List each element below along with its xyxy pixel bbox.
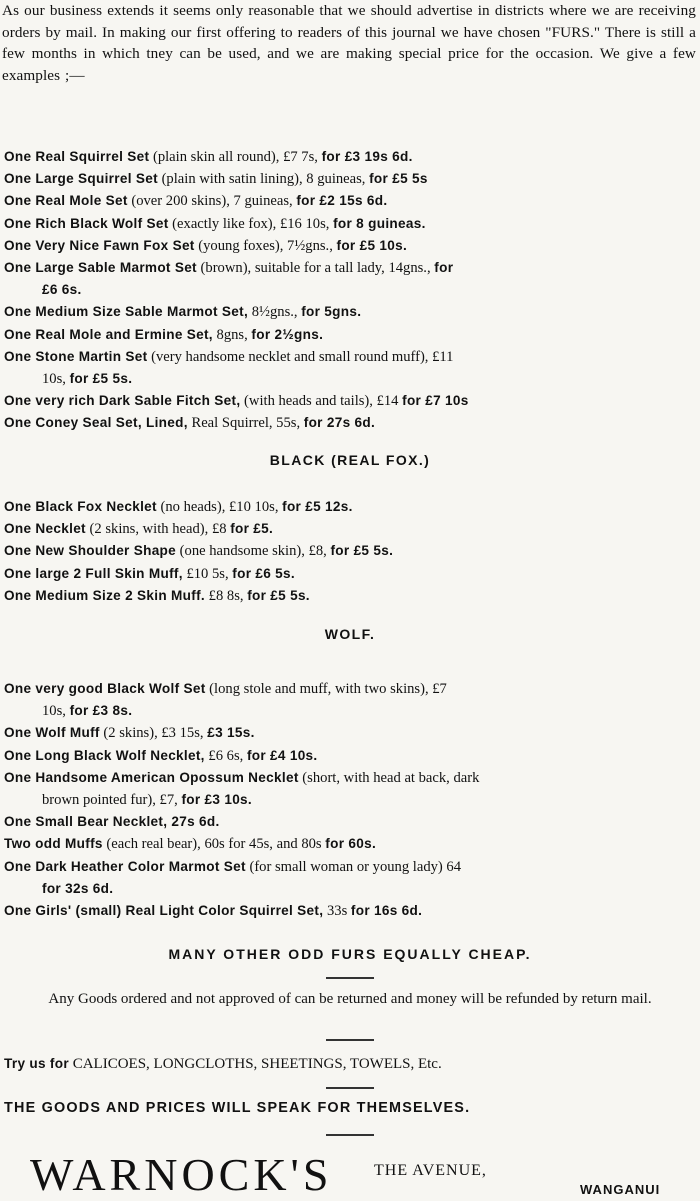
item-name: One Medium Size Sable Marmot Set, bbox=[4, 304, 249, 320]
item-name: One Coney Seal Set, Lined, bbox=[4, 415, 188, 431]
list-item bbox=[4, 833, 698, 855]
item-name: Two odd Muffs bbox=[4, 836, 103, 852]
item-continuation bbox=[4, 878, 698, 900]
item-description: (with heads and tails), £14 bbox=[240, 393, 403, 410]
item-offer-price: for 60s. bbox=[325, 836, 377, 852]
item-description: 8½gns., bbox=[248, 304, 302, 321]
list-item bbox=[4, 563, 698, 585]
divider-rule bbox=[326, 977, 374, 979]
item-name: One Large Squirrel Set bbox=[4, 171, 158, 187]
item-description: (2 skins, with head), £8 bbox=[85, 521, 231, 538]
try-us-line bbox=[4, 1056, 696, 1073]
item-offer-price: for £5 5s. bbox=[69, 371, 133, 387]
list-item bbox=[4, 301, 698, 323]
item-description: (no heads), £10 10s, bbox=[156, 499, 283, 515]
item-offer-price: for 8 guineas. bbox=[333, 215, 426, 231]
item-offer-price: £3 15s. bbox=[207, 725, 255, 741]
intro-paragraph: As our business extends it seems only reasonable that we should advertise in districts where we are receiving orders by mail. In making our first offering to readers of this journal we have chosen "FURS." There is still a few months in which tney can be used, and we are making special price for the occasion. We give a few examples ;— bbox=[2, 2, 696, 84]
item-name: One large 2 Full Skin Muff, bbox=[4, 565, 183, 581]
black-fox-list bbox=[4, 496, 698, 607]
list-item bbox=[4, 518, 698, 540]
item-name: One New Shoulder Shape bbox=[4, 543, 177, 559]
list-item bbox=[4, 540, 698, 562]
item-description: (exactly like fox), £16 10s, bbox=[168, 215, 334, 232]
section-heading-black-fox: BLACK (REAL FOX.) bbox=[269, 452, 431, 468]
item-description: (young foxes), 7½gns., bbox=[194, 237, 337, 254]
list-item bbox=[4, 496, 698, 518]
item-name: One Necklet bbox=[4, 521, 86, 537]
item-continuation-text: brown pointed fur), £7, bbox=[42, 792, 182, 809]
item-offer-price: for £5 10s. bbox=[336, 237, 408, 253]
item-offer-price: for £7 10s bbox=[402, 393, 469, 409]
item-description: £10 5s, bbox=[182, 565, 233, 582]
item-offer-price: for £6 5s. bbox=[232, 565, 295, 581]
item-continuation bbox=[4, 279, 698, 301]
item-offer-price: for £5. bbox=[230, 521, 274, 537]
item-offer-price: for 5gns. bbox=[301, 304, 362, 320]
try-us-products: CALICOES, LONGCLOTHS, SHEETINGS, TOWELS, Etc. bbox=[68, 1056, 442, 1072]
divider-rule bbox=[326, 1087, 374, 1089]
item-offer-price: for £5 12s. bbox=[282, 499, 353, 514]
list-item bbox=[4, 767, 698, 811]
divider-rule bbox=[326, 1039, 374, 1041]
list-item bbox=[4, 412, 698, 434]
item-offer-price: for £3 10s. bbox=[181, 792, 252, 808]
item-description: (long stole and muff, with two skins), £7 bbox=[205, 681, 447, 697]
item-description: 8gns, bbox=[212, 326, 252, 343]
item-offer-price: for £2 15s 6d. bbox=[296, 193, 388, 209]
item-description: (for small woman or young lady) 64 bbox=[245, 858, 462, 875]
item-offer-price: for £5 5s bbox=[369, 171, 428, 187]
item-name: One very rich Dark Sable Fitch Set, bbox=[4, 393, 241, 409]
item-description: (brown), suitable for a tall lady, 14gns., bbox=[196, 260, 435, 277]
list-item bbox=[4, 390, 698, 412]
item-name: One Long Black Wolf Necklet, bbox=[4, 747, 205, 763]
item-description: (each real bear), 60s for 45s, and 80s bbox=[102, 836, 326, 853]
list-item bbox=[4, 900, 698, 922]
list-item bbox=[4, 722, 698, 744]
item-description: (plain with satin lining), 8 guineas, bbox=[157, 171, 370, 188]
item-name: One Real Mole and Ermine Set, bbox=[4, 326, 213, 342]
item-offer-price: for 32s 6d. bbox=[42, 880, 114, 896]
try-us-label: Try us for bbox=[4, 1056, 69, 1071]
item-continuation bbox=[4, 789, 698, 811]
list-item bbox=[4, 213, 698, 235]
item-offer-price: for £5 5s. bbox=[330, 543, 394, 559]
item-name: One Girls' (small) Real Light Color Squirrel Set, bbox=[4, 903, 324, 919]
item-offer-price: for 16s 6d. bbox=[350, 903, 423, 919]
section-heading-wolf: WOLF. bbox=[324, 626, 376, 642]
item-offer-price: for £3 8s. bbox=[69, 703, 133, 719]
other-furs-banner: MANY OTHER ODD FURS EQUALLY CHEAP. bbox=[168, 946, 532, 962]
store-address: THE AVENUE, bbox=[374, 1162, 487, 1179]
item-description: Real Squirrel, 55s, bbox=[187, 415, 304, 432]
item-offer-price: for £5 5s. bbox=[247, 587, 310, 603]
item-offer-price: for 27s 6d. bbox=[303, 415, 376, 431]
item-name: One Large Sable Marmot Set bbox=[4, 260, 197, 276]
item-offer-price: for bbox=[434, 260, 454, 276]
fur-sets-list bbox=[4, 146, 698, 435]
list-item bbox=[4, 856, 698, 900]
item-description: (short, with head at back, dark bbox=[298, 769, 480, 786]
item-name: One Very Nice Fawn Fox Set bbox=[4, 237, 195, 253]
item-continuation-text: 10s, bbox=[42, 703, 70, 720]
item-description: (plain skin all round), £7 7s, bbox=[149, 149, 322, 165]
item-description: 33s bbox=[323, 903, 351, 920]
item-name: One very good Black Wolf Set bbox=[4, 681, 206, 696]
list-item bbox=[4, 346, 698, 390]
list-item bbox=[4, 585, 698, 607]
list-item bbox=[4, 168, 698, 190]
item-description: (one handsome skin), £8, bbox=[176, 543, 331, 560]
item-offer-price: for 2½gns. bbox=[251, 326, 324, 342]
list-item bbox=[4, 324, 698, 346]
item-offer-price: for £3 19s 6d. bbox=[321, 149, 413, 164]
store-town: WANGANUI bbox=[580, 1182, 661, 1197]
item-description: (over 200 skins), 7 guineas, bbox=[127, 193, 297, 210]
item-name: One Black Fox Necklet bbox=[4, 499, 157, 514]
list-item bbox=[4, 811, 698, 833]
item-name: One Dark Heather Color Marmot Set bbox=[4, 858, 246, 874]
item-name: One Real Mole Set bbox=[4, 193, 128, 209]
item-continuation bbox=[4, 700, 698, 722]
item-name: One Handsome American Opossum Necklet bbox=[4, 769, 299, 785]
slogan: THE GOODS AND PRICES WILL SPEAK FOR THEMSELVES. bbox=[4, 1100, 471, 1116]
item-description: (2 skins), £3 15s, bbox=[99, 725, 208, 742]
item-description: (very handsome necklet and small round muff), £11 bbox=[147, 348, 454, 365]
item-continuation-text: 10s, bbox=[42, 371, 70, 388]
list-item bbox=[4, 257, 698, 301]
item-description: £8 8s, bbox=[205, 587, 248, 604]
item-description: £6 6s, bbox=[204, 747, 247, 764]
item-offer-price: for £4 10s. bbox=[246, 747, 318, 763]
returns-notice: Any Goods ordered and not approved of can be returned and money will be refunded by return mail. bbox=[48, 991, 652, 1007]
item-name: One Real Squirrel Set bbox=[4, 149, 150, 164]
divider-rule bbox=[326, 1134, 374, 1136]
list-item bbox=[4, 146, 698, 168]
item-name: One Medium Size 2 Skin Muff. bbox=[4, 587, 206, 603]
item-name: One Wolf Muff bbox=[4, 725, 100, 741]
list-item bbox=[4, 235, 698, 257]
item-name: One Small Bear Necklet, 27s 6d. bbox=[4, 814, 220, 830]
item-continuation bbox=[4, 368, 698, 390]
list-item bbox=[4, 190, 698, 212]
wolf-list bbox=[4, 678, 698, 922]
item-name: One Rich Black Wolf Set bbox=[4, 215, 169, 231]
item-offer-price: £6 6s. bbox=[42, 282, 82, 298]
list-item bbox=[4, 745, 698, 767]
item-name: One Stone Martin Set bbox=[4, 348, 148, 364]
list-item bbox=[4, 678, 698, 722]
store-name: WARNOCK'S bbox=[30, 1149, 333, 1200]
